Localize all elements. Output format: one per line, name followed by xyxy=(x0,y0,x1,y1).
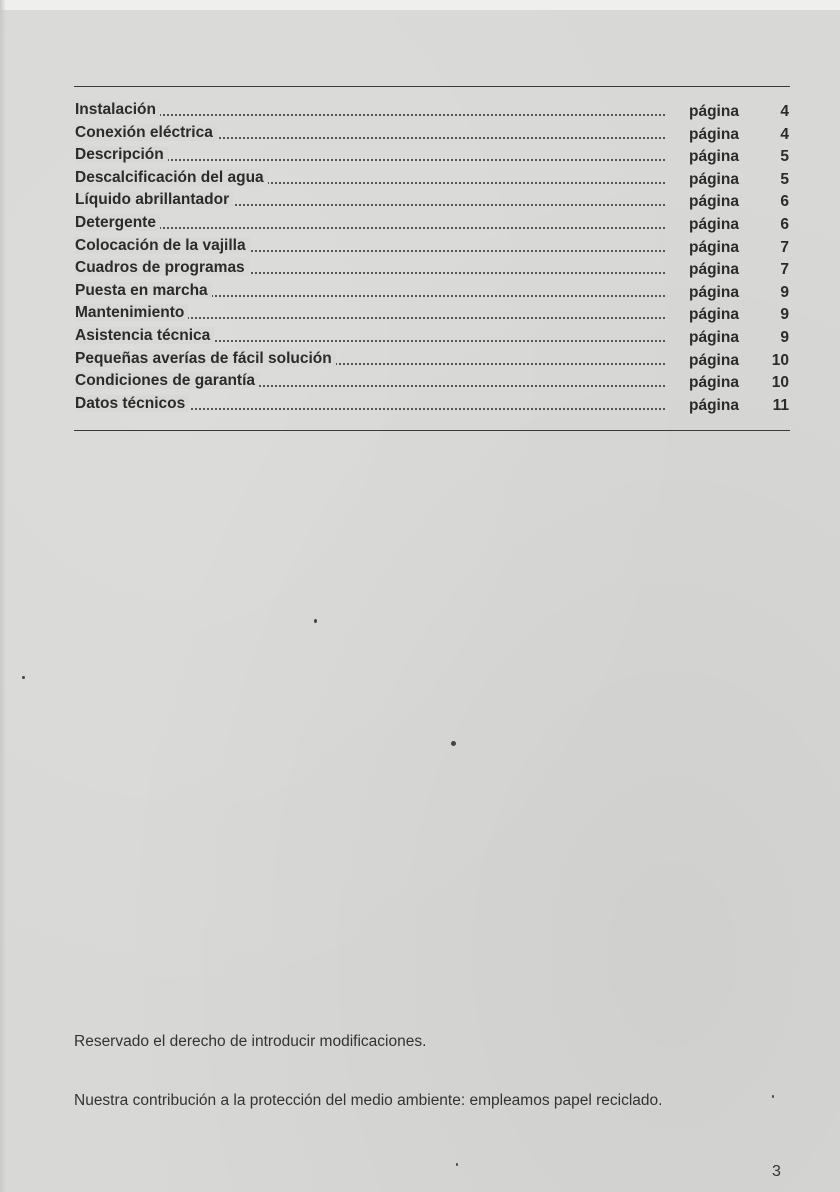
toc-entry-title: Detergente xyxy=(75,214,160,231)
toc-entry-page-number: 4 xyxy=(780,125,789,143)
toc-top-rule xyxy=(74,86,790,87)
environment-note: Nuestra contribución a la protección del medio ambiente: empleamos papel reciclado. xyxy=(74,1092,663,1109)
toc-entry-title-leader xyxy=(75,212,665,234)
toc-entry-title: Conexión eléctrica xyxy=(75,124,217,141)
toc-entry-title: Descalcificación del agua xyxy=(75,169,268,186)
toc-entry-page-word: página xyxy=(689,351,739,369)
toc-entry-title: Pequeñas averías de fácil solución xyxy=(75,350,336,367)
toc-entry-title: Condiciones de garantía xyxy=(75,372,259,389)
toc-entry-page-word: página xyxy=(689,170,739,188)
toc-entry-title-leader xyxy=(75,325,665,347)
toc-entry-page-number: 11 xyxy=(772,396,789,414)
dot-leader xyxy=(75,227,665,229)
toc-entry xyxy=(75,348,789,371)
toc-entry-page-number: 6 xyxy=(780,193,789,211)
toc-bottom-rule xyxy=(74,430,790,431)
toc-entry-page-number: 4 xyxy=(780,103,789,120)
toc-entry xyxy=(75,280,789,303)
toc-entry-title: Líquido abrillantador xyxy=(75,191,233,208)
toc-entry-page-word: página xyxy=(689,148,739,166)
toc-entry-title-leader xyxy=(75,167,665,189)
toc-entry-page-number: 5 xyxy=(780,170,789,188)
toc-entry-title-leader xyxy=(75,122,665,144)
paper-speck xyxy=(772,1095,774,1098)
paper-speck xyxy=(451,741,456,746)
toc-entry-title-leader xyxy=(75,280,665,302)
toc-entry-page-word: página xyxy=(689,306,739,324)
page-number: 3 xyxy=(772,1163,781,1180)
toc-entry-title-leader xyxy=(75,144,665,166)
paper-speck xyxy=(314,619,317,623)
toc-entry-page-number: 9 xyxy=(780,328,789,346)
toc-entry-page-number: 6 xyxy=(780,215,789,233)
toc-entry-page-word: página xyxy=(689,193,739,211)
toc-entry xyxy=(75,235,789,258)
toc-entry-page-word: página xyxy=(689,374,739,392)
toc-entry-page-number: 7 xyxy=(780,238,789,256)
toc-entry xyxy=(75,189,789,212)
toc-entry-page-number: 9 xyxy=(780,306,789,324)
toc-entry-page-number: 7 xyxy=(780,261,789,279)
toc-entry xyxy=(75,325,789,348)
paper-speck xyxy=(456,1163,458,1166)
toc-entry xyxy=(75,122,789,145)
reserved-rights-note: Reservado el derecho de introducir modificaciones. xyxy=(74,1033,427,1050)
toc-entry-title: Cuadros de programas xyxy=(75,259,249,276)
toc-entry xyxy=(75,167,789,190)
toc-entry-title-leader xyxy=(75,99,665,121)
toc-entry-title: Datos técnicos xyxy=(75,395,189,412)
toc-entry-page-number: 10 xyxy=(771,351,789,369)
toc-entry-title-leader xyxy=(75,235,665,257)
toc-entry-page-word: página xyxy=(689,215,739,233)
toc-entry-title: Descripción xyxy=(75,146,168,163)
toc-entry-page-word: página xyxy=(689,328,739,346)
toc-entry-title-leader xyxy=(75,348,665,370)
toc-entry-title: Colocación de la vajilla xyxy=(75,237,250,254)
toc-entry-page-word: página xyxy=(689,103,739,120)
toc-entry-title: Instalación xyxy=(75,101,160,118)
toc-entry xyxy=(75,99,789,122)
dot-leader xyxy=(75,114,665,116)
toc-entry-title-leader xyxy=(75,189,665,211)
toc-entry-page-number: 9 xyxy=(780,283,789,301)
toc-entry xyxy=(75,370,789,393)
toc-entry xyxy=(75,144,789,167)
scan-left-edge xyxy=(0,0,6,1192)
toc-entry-title-leader xyxy=(75,370,665,392)
table-of-contents xyxy=(75,99,789,415)
toc-entry-page-word: página xyxy=(689,283,739,301)
toc-entry-page-word: página xyxy=(689,238,739,256)
toc-entry xyxy=(75,302,789,325)
paper-speck xyxy=(22,676,25,679)
toc-entry-title: Mantenimiento xyxy=(75,304,188,321)
scan-top-strip xyxy=(0,0,840,10)
toc-entry-page-number: 10 xyxy=(771,374,789,392)
toc-entry xyxy=(75,393,789,416)
toc-entry-page-word: página xyxy=(689,261,739,279)
toc-entry-page-word: página xyxy=(689,396,739,414)
toc-entry-title: Puesta en marcha xyxy=(75,282,212,299)
toc-entry xyxy=(75,257,789,280)
toc-entry-page-word: página xyxy=(689,125,739,143)
toc-entry xyxy=(75,212,789,235)
toc-entry-title: Asistencia técnica xyxy=(75,327,214,344)
toc-entry-page-number: 5 xyxy=(780,148,789,166)
toc-entry-title-leader xyxy=(75,393,665,415)
toc-entry-title-leader xyxy=(75,257,665,279)
toc-entry-title-leader xyxy=(75,302,665,324)
